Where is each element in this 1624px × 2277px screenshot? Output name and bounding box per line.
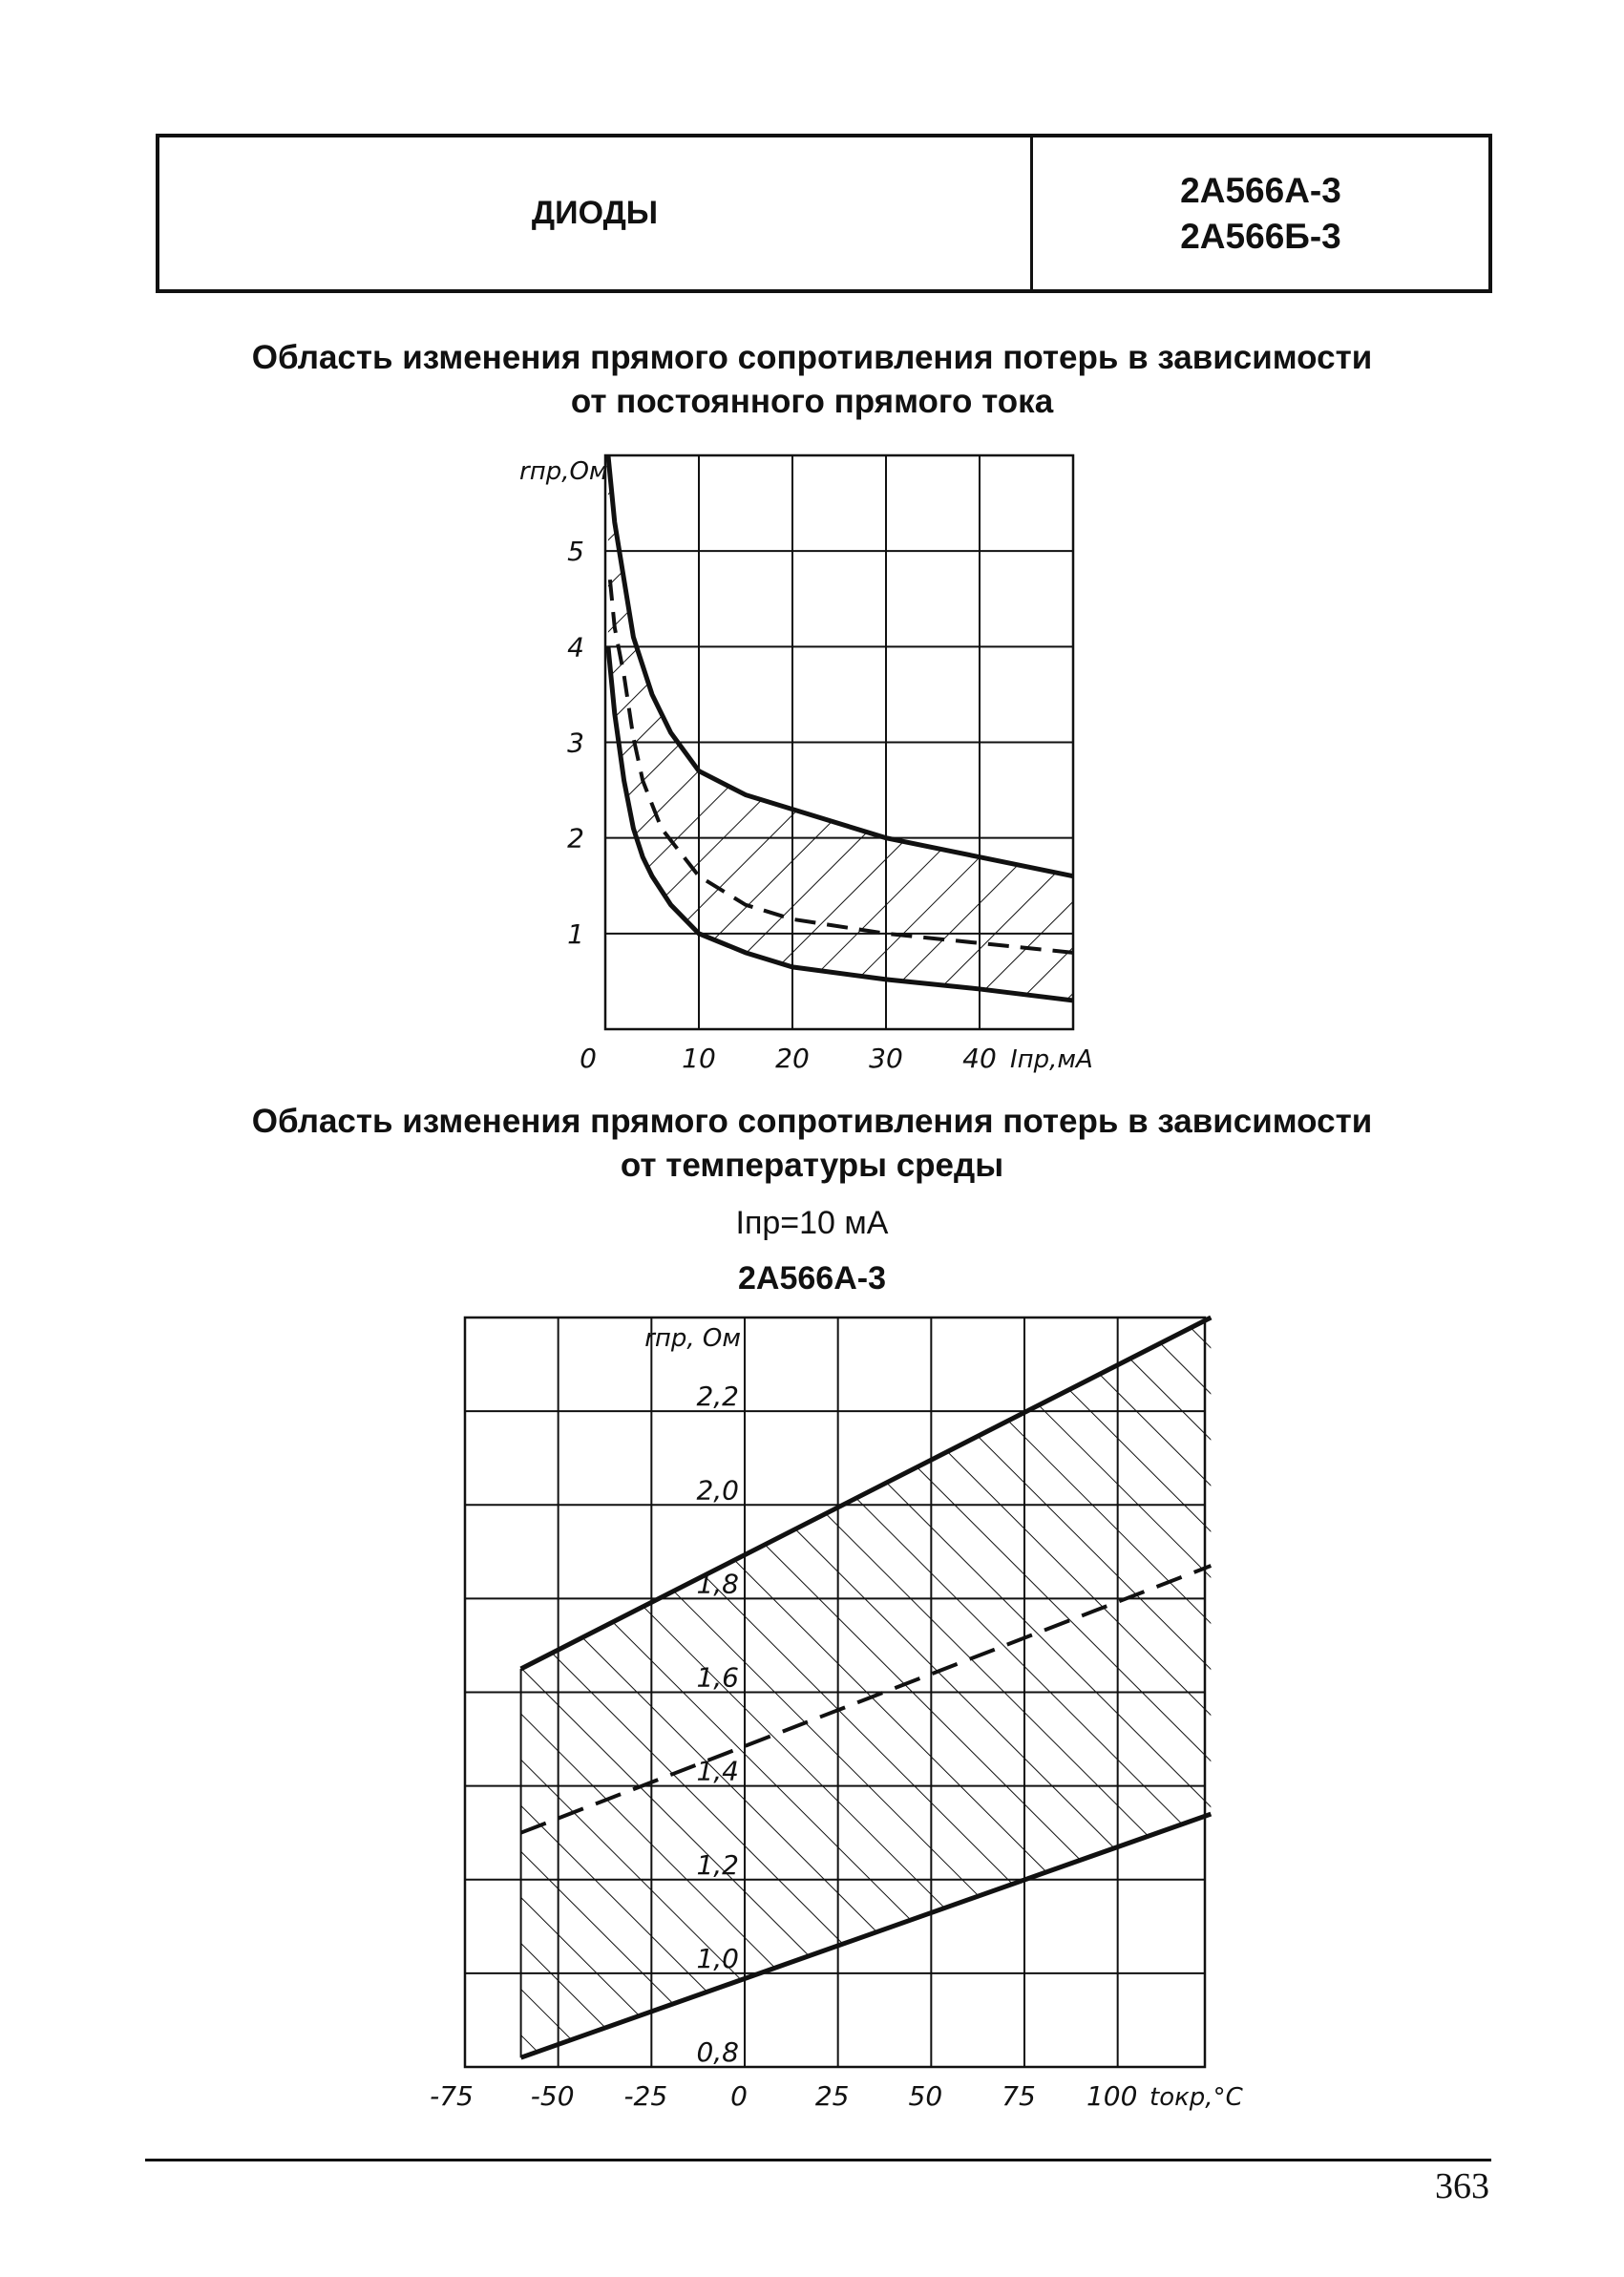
section2-title-line1: Область изменения прямого сопротивления потерь в зависимости (251, 1103, 1373, 1140)
y-tick-label: 3 (567, 727, 584, 759)
band-hatch (608, 455, 1073, 1001)
y-tick-label: 2,0 (696, 1474, 739, 1507)
band-hatch (521, 1318, 1212, 2057)
y-tick-label: 4 (567, 631, 584, 664)
y-axis-label: rпр, Ом (644, 1324, 741, 1353)
x-tick-label: 0 (580, 1043, 597, 1074)
y-axis-label: rпр,Ом (519, 457, 608, 486)
y-tick-label: 2,2 (696, 1381, 739, 1413)
x-tick-label: 0 (730, 2080, 748, 2112)
x-tick-label: 40 (962, 1043, 997, 1074)
y-tick-label: 1,6 (696, 1661, 739, 1694)
header-device-code-1: 2А566А-3 (1180, 170, 1341, 210)
y-tick-label: 1,2 (696, 1848, 739, 1881)
chart-resistance-vs-temperature (430, 1318, 1243, 2112)
y-tick-label: 0,8 (696, 2036, 739, 2068)
x-tick-label: -50 (530, 2080, 575, 2112)
x-tick-label: 100 (1086, 2080, 1138, 2112)
header-category-label: ДИОДЫ (531, 195, 659, 231)
footer-rule (145, 2159, 1491, 2161)
page-number: 363 (1435, 2166, 1489, 2206)
x-tick-label: 10 (682, 1043, 716, 1074)
section2-condition: Iпр=10 мА (735, 1205, 889, 1241)
x-tick-label: 50 (908, 2080, 943, 2112)
y-tick-label: 1,8 (696, 1568, 739, 1600)
x-tick-label: 30 (869, 1043, 903, 1074)
y-tick-label: 1,4 (696, 1755, 739, 1787)
section1-title-line1: Область изменения прямого сопротивления потерь в зависимости (251, 339, 1373, 376)
x-axis-label: tокр,°C (1149, 2083, 1243, 2112)
x-tick-label: 20 (775, 1043, 810, 1074)
y-tick-label: 1 (567, 917, 584, 950)
y-tick-label: 5 (567, 536, 584, 568)
y-tick-label: 1,0 (696, 1942, 739, 1974)
chart-resistance-vs-current (519, 455, 1093, 1074)
x-tick-label: -75 (430, 2080, 474, 2112)
section2-device-label: 2А566А-3 (738, 1260, 886, 1297)
x-axis-label: Iпр,мА (1010, 1045, 1093, 1074)
x-tick-label: -25 (623, 2080, 668, 2112)
x-tick-label: 75 (1002, 2080, 1036, 2112)
y-tick-label: 2 (567, 822, 584, 854)
section1-title-line2: от постоянного прямого тока (570, 383, 1054, 420)
x-tick-label: 25 (814, 2080, 850, 2112)
header-device-code-2: 2А566Б-3 (1180, 216, 1341, 256)
section2-title-line2: от температуры среды (620, 1147, 1004, 1184)
